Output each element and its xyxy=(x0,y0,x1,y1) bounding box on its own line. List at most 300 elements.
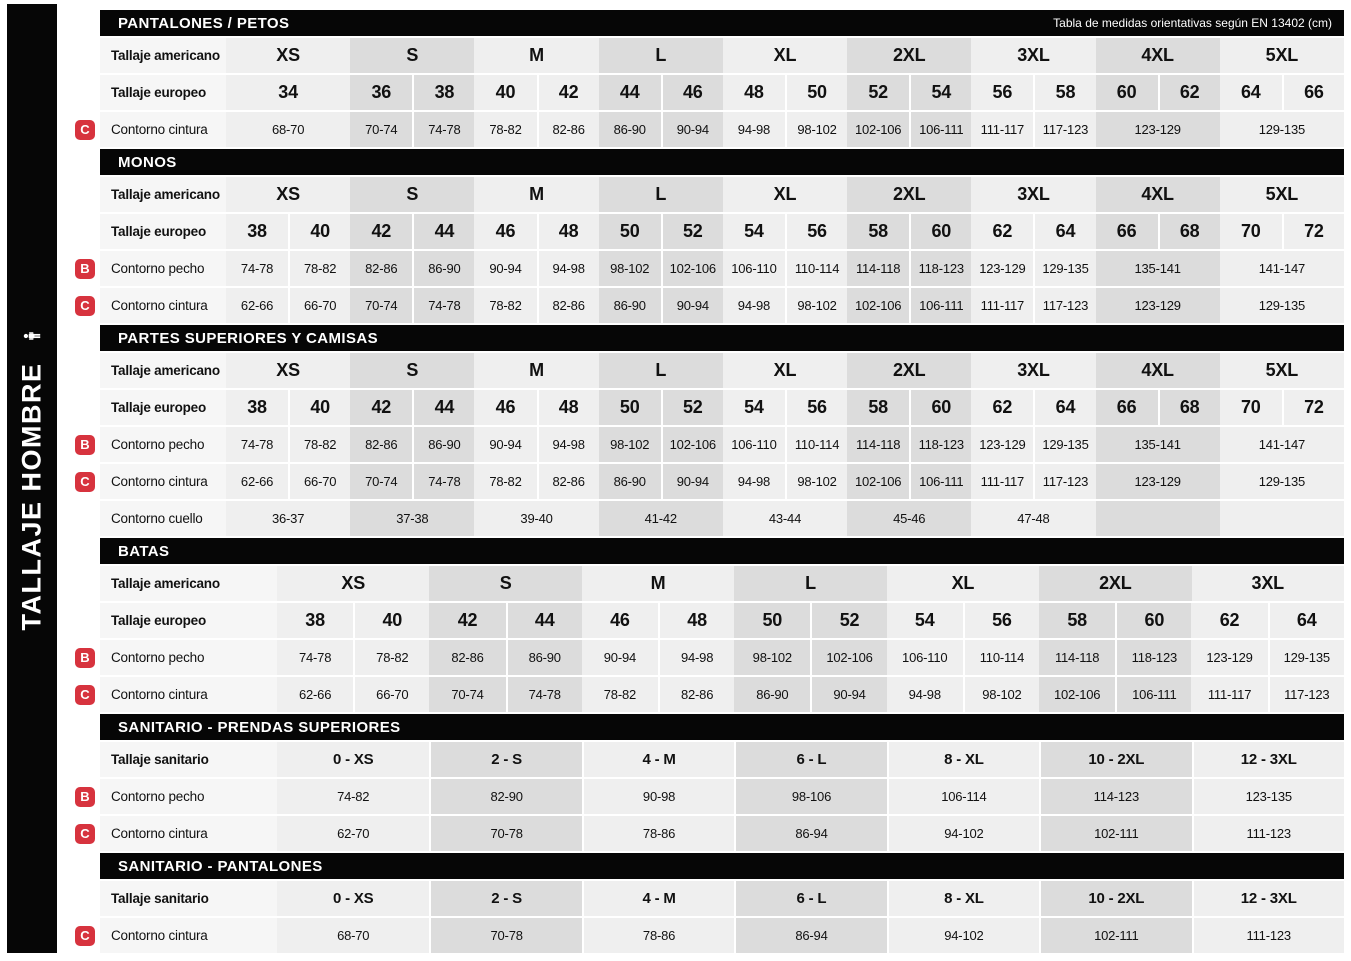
size-cell: 4XL xyxy=(1096,177,1220,212)
value-cell: 102-106 xyxy=(810,640,886,675)
size-cell: 66 xyxy=(1096,214,1158,249)
table-row xyxy=(80,918,1344,953)
size-cell: S xyxy=(350,177,474,212)
value-cell: 62-66 xyxy=(226,464,288,499)
value-cell: 70-74 xyxy=(350,464,412,499)
value-cell: 129-135 xyxy=(1220,112,1344,147)
value-cell: 118-123 xyxy=(1115,640,1191,675)
value-cell: 114-118 xyxy=(1039,640,1115,675)
size-cell: 4XL xyxy=(1096,38,1220,73)
size-cell: 54 xyxy=(909,75,971,110)
section-title: MONOS xyxy=(118,153,177,171)
row-cells xyxy=(226,251,1344,286)
size-cell: 52 xyxy=(847,75,909,110)
size-cell: 50 xyxy=(734,603,810,638)
size-cell: 50 xyxy=(785,75,847,110)
row-label: Tallaje sanitario xyxy=(100,742,277,777)
size-cell: 44 xyxy=(412,214,474,249)
size-cell: 62 xyxy=(971,214,1033,249)
value-cell: 94-98 xyxy=(887,677,963,712)
vertical-title-bar xyxy=(7,4,57,953)
value-cell: 82-86 xyxy=(537,112,599,147)
section-sanitario-prendas-superiores xyxy=(80,714,1344,851)
value-cell: 90-94 xyxy=(474,251,536,286)
table-row xyxy=(100,742,1344,777)
size-cell: 5XL xyxy=(1220,38,1344,73)
value-cell: 111-123 xyxy=(1192,918,1344,953)
row-label: Tallaje sanitario xyxy=(100,881,277,916)
value-cell: 111-117 xyxy=(971,464,1033,499)
size-cell: 56 xyxy=(785,214,847,249)
size-cell: 44 xyxy=(506,603,582,638)
size-cell: M xyxy=(474,177,598,212)
value-cell: 98-102 xyxy=(599,251,661,286)
value-cell: 114-118 xyxy=(847,427,909,462)
value-cell: 123-129 xyxy=(971,251,1033,286)
size-cell: 64 xyxy=(1220,75,1282,110)
row-cells xyxy=(277,677,1344,712)
value-cell: 62-70 xyxy=(277,816,429,851)
size-cell: 52 xyxy=(661,214,723,249)
value-cell: 118-123 xyxy=(909,251,971,286)
value-cell: 98-102 xyxy=(785,288,847,323)
value-cell: 102-106 xyxy=(661,251,723,286)
size-cell: 50 xyxy=(599,390,661,425)
row-cells xyxy=(277,603,1344,638)
size-cell: L xyxy=(599,353,723,388)
row-cells xyxy=(226,75,1344,110)
value-cell: 82-86 xyxy=(658,677,734,712)
size-cell: 10 - 2XL xyxy=(1039,881,1191,916)
value-cell: 123-129 xyxy=(1096,288,1220,323)
row-label: Tallaje americano xyxy=(100,177,226,212)
value-cell: 102-111 xyxy=(1039,918,1191,953)
section-monos xyxy=(80,149,1344,323)
value-cell: 62-66 xyxy=(277,677,353,712)
row-cells xyxy=(226,38,1344,73)
size-cell: XS xyxy=(226,353,350,388)
size-cell: 42 xyxy=(350,390,412,425)
value-cell: 123-129 xyxy=(1096,112,1220,147)
value-cell: 86-90 xyxy=(599,112,661,147)
value-cell: 114-123 xyxy=(1039,779,1191,814)
row-label: Contorno cintura xyxy=(100,816,277,851)
value-cell: 78-86 xyxy=(582,918,734,953)
size-cell: 38 xyxy=(226,214,288,249)
value-cell: 94-98 xyxy=(723,464,785,499)
size-cell: 2XL xyxy=(1039,566,1191,601)
value-cell: 129-135 xyxy=(1033,427,1095,462)
size-cell: 62 xyxy=(971,390,1033,425)
value-cell: 86-90 xyxy=(599,288,661,323)
value-cell: 106-111 xyxy=(909,288,971,323)
size-cell: 0 - XS xyxy=(277,881,429,916)
size-cell: 56 xyxy=(963,603,1039,638)
row-cells xyxy=(277,816,1344,851)
value-cell: 90-94 xyxy=(810,677,886,712)
section-sanitario-pantalones xyxy=(80,853,1344,953)
value-cell: 98-102 xyxy=(963,677,1039,712)
value-cell: 118-123 xyxy=(909,427,971,462)
size-cell: L xyxy=(599,177,723,212)
size-cell: 42 xyxy=(537,75,599,110)
value-cell: 70-78 xyxy=(429,918,581,953)
size-cell: 40 xyxy=(353,603,429,638)
value-cell: 47-48 xyxy=(971,501,1095,536)
value-cell: 98-106 xyxy=(734,779,886,814)
measure-badge-b: B xyxy=(75,787,95,807)
value-cell: 78-86 xyxy=(582,816,734,851)
man-icon xyxy=(24,327,41,344)
size-cell: 64 xyxy=(1268,603,1344,638)
section-header xyxy=(100,853,1344,879)
value-cell: 94-98 xyxy=(723,288,785,323)
value-cell: 82-86 xyxy=(537,288,599,323)
size-cell: 48 xyxy=(658,603,734,638)
value-cell: 106-111 xyxy=(1115,677,1191,712)
table-row xyxy=(100,75,1344,110)
size-cell: XL xyxy=(723,38,847,73)
row-cells xyxy=(277,918,1344,953)
size-cell: S xyxy=(350,353,474,388)
row-cells xyxy=(277,779,1344,814)
size-cell: 46 xyxy=(474,390,536,425)
size-cell: 4 - M xyxy=(582,742,734,777)
value-cell: 111-123 xyxy=(1192,816,1344,851)
size-cell: 34 xyxy=(226,75,350,110)
standards-note: Tabla de medidas orientativas según EN 13402 (cm) xyxy=(1053,16,1332,30)
measure-badge-b: B xyxy=(75,435,95,455)
value-cell: 82-86 xyxy=(350,251,412,286)
value-cell: 106-114 xyxy=(887,779,1039,814)
value-cell: 78-82 xyxy=(288,251,350,286)
value-cell: 123-129 xyxy=(971,427,1033,462)
measure-badge-c: C xyxy=(75,120,95,140)
value-cell: 90-94 xyxy=(661,288,723,323)
size-cell: 38 xyxy=(412,75,474,110)
value-cell: 106-111 xyxy=(909,464,971,499)
size-cell: 58 xyxy=(847,214,909,249)
size-cell: XL xyxy=(887,566,1039,601)
value-cell: 98-102 xyxy=(785,464,847,499)
size-cell: 54 xyxy=(723,214,785,249)
row-label: Tallaje americano xyxy=(100,38,226,73)
value-cell: 94-102 xyxy=(887,816,1039,851)
value-cell: 62-66 xyxy=(226,288,288,323)
row-label: Contorno cintura xyxy=(100,288,226,323)
size-cell: 3XL xyxy=(971,38,1095,73)
row-label: Contorno cintura xyxy=(100,677,277,712)
value-cell: 102-106 xyxy=(847,464,909,499)
empty-cell xyxy=(1220,501,1344,536)
value-cell: 74-78 xyxy=(412,112,474,147)
value-cell: 66-70 xyxy=(288,464,350,499)
value-cell: 90-98 xyxy=(582,779,734,814)
value-cell: 78-82 xyxy=(474,288,536,323)
size-cell: 52 xyxy=(661,390,723,425)
size-cell: 62 xyxy=(1191,603,1267,638)
value-cell: 74-82 xyxy=(277,779,429,814)
size-cell: 56 xyxy=(785,390,847,425)
value-cell: 70-74 xyxy=(429,677,505,712)
value-cell: 111-117 xyxy=(971,288,1033,323)
size-cell: 52 xyxy=(810,603,886,638)
value-cell: 94-98 xyxy=(537,427,599,462)
value-cell: 86-90 xyxy=(412,251,474,286)
value-cell: 66-70 xyxy=(288,288,350,323)
value-cell: 82-86 xyxy=(537,464,599,499)
value-cell: 41-42 xyxy=(599,501,723,536)
size-cell: 60 xyxy=(1115,603,1191,638)
size-cell: 64 xyxy=(1033,214,1095,249)
size-cell: 70 xyxy=(1220,214,1282,249)
value-cell: 117-123 xyxy=(1033,464,1095,499)
section-title: PANTALONES / PETOS xyxy=(118,14,290,32)
size-cell: 2XL xyxy=(847,353,971,388)
value-cell: 90-94 xyxy=(582,640,658,675)
table-row xyxy=(100,501,1344,536)
row-cells xyxy=(277,640,1344,675)
table-row xyxy=(80,251,1344,286)
value-cell: 70-74 xyxy=(350,112,412,147)
size-cell: 58 xyxy=(1033,75,1095,110)
measure-badge-b: B xyxy=(75,648,95,668)
value-cell: 98-102 xyxy=(734,640,810,675)
value-cell: 106-110 xyxy=(723,427,785,462)
value-cell: 117-123 xyxy=(1268,677,1344,712)
value-cell: 123-135 xyxy=(1192,779,1344,814)
value-cell: 43-44 xyxy=(723,501,847,536)
table-row xyxy=(100,353,1344,388)
size-cell: S xyxy=(429,566,581,601)
value-cell: 70-78 xyxy=(429,816,581,851)
value-cell: 82-86 xyxy=(429,640,505,675)
value-cell: 129-135 xyxy=(1033,251,1095,286)
section-partes-superiores-y-camisas xyxy=(80,325,1344,536)
row-label: Tallaje americano xyxy=(100,353,226,388)
value-cell: 106-111 xyxy=(909,112,971,147)
size-cell: 66 xyxy=(1096,390,1158,425)
value-cell: 135-141 xyxy=(1096,251,1220,286)
size-cell: 48 xyxy=(537,214,599,249)
size-cell: 10 - 2XL xyxy=(1039,742,1191,777)
section-header xyxy=(100,325,1344,351)
size-cell: M xyxy=(474,353,598,388)
size-cell: 3XL xyxy=(971,353,1095,388)
size-cell: 12 - 3XL xyxy=(1192,742,1344,777)
size-cell: 40 xyxy=(474,75,536,110)
row-label: Tallaje europeo xyxy=(100,603,277,638)
size-cell: 38 xyxy=(226,390,288,425)
table-row xyxy=(80,464,1344,499)
size-cell: 58 xyxy=(847,390,909,425)
row-cells xyxy=(226,353,1344,388)
table-row xyxy=(100,177,1344,212)
table-row xyxy=(80,779,1344,814)
value-cell: 74-78 xyxy=(226,251,288,286)
row-cells xyxy=(226,177,1344,212)
size-cell: 2XL xyxy=(847,38,971,73)
value-cell: 78-82 xyxy=(353,640,429,675)
table-row xyxy=(80,677,1344,712)
size-cell: 6 - L xyxy=(734,742,886,777)
value-cell: 106-110 xyxy=(887,640,963,675)
size-tables xyxy=(80,10,1344,955)
row-label: Tallaje americano xyxy=(100,566,277,601)
value-cell: 123-129 xyxy=(1191,640,1267,675)
row-cells xyxy=(277,566,1344,601)
value-cell: 129-135 xyxy=(1268,640,1344,675)
value-cell: 68-70 xyxy=(277,918,429,953)
row-label: Contorno pecho xyxy=(100,251,226,286)
value-cell: 111-117 xyxy=(971,112,1033,147)
value-cell: 74-78 xyxy=(226,427,288,462)
row-label: Contorno pecho xyxy=(100,427,226,462)
value-cell: 117-123 xyxy=(1033,288,1095,323)
size-cell: 2XL xyxy=(847,177,971,212)
empty-cell xyxy=(1096,501,1220,536)
table-row xyxy=(100,390,1344,425)
row-label: Tallaje europeo xyxy=(100,214,226,249)
size-cell: 42 xyxy=(429,603,505,638)
value-cell: 94-98 xyxy=(537,251,599,286)
size-cell: 40 xyxy=(288,214,350,249)
value-cell: 90-94 xyxy=(474,427,536,462)
value-cell: 78-82 xyxy=(288,427,350,462)
size-cell: 46 xyxy=(474,214,536,249)
value-cell: 102-106 xyxy=(847,112,909,147)
value-cell: 129-135 xyxy=(1220,288,1344,323)
size-cell: 46 xyxy=(582,603,658,638)
size-cell: 50 xyxy=(599,214,661,249)
size-cell: 12 - 3XL xyxy=(1192,881,1344,916)
size-cell: 48 xyxy=(537,390,599,425)
size-cell: 2 - S xyxy=(429,881,581,916)
value-cell: 39-40 xyxy=(474,501,598,536)
size-cell: XS xyxy=(277,566,429,601)
measure-badge-b: B xyxy=(75,259,95,279)
row-cells xyxy=(226,464,1344,499)
table-row xyxy=(80,112,1344,147)
value-cell: 86-94 xyxy=(734,918,886,953)
value-cell: 70-74 xyxy=(350,288,412,323)
table-row xyxy=(100,214,1344,249)
value-cell: 102-106 xyxy=(661,427,723,462)
row-label: Tallaje europeo xyxy=(100,390,226,425)
value-cell: 78-82 xyxy=(474,464,536,499)
value-cell: 129-135 xyxy=(1220,464,1344,499)
value-cell: 74-78 xyxy=(506,677,582,712)
value-cell: 78-82 xyxy=(582,677,658,712)
measure-badge-c: C xyxy=(75,824,95,844)
size-cell: 44 xyxy=(412,390,474,425)
value-cell: 45-46 xyxy=(847,501,971,536)
row-label: Contorno cintura xyxy=(100,464,226,499)
table-row xyxy=(80,816,1344,851)
row-cells xyxy=(226,112,1344,147)
size-cell: 46 xyxy=(661,75,723,110)
value-cell: 68-70 xyxy=(226,112,350,147)
size-cell: M xyxy=(582,566,734,601)
size-cell: 40 xyxy=(288,390,350,425)
value-cell: 86-90 xyxy=(734,677,810,712)
size-cell: 4 - M xyxy=(582,881,734,916)
size-cell: XL xyxy=(723,177,847,212)
value-cell: 86-90 xyxy=(506,640,582,675)
value-cell: 74-78 xyxy=(412,464,474,499)
size-cell: 6 - L xyxy=(734,881,886,916)
size-cell: 70 xyxy=(1220,390,1282,425)
section-title: SANITARIO - PRENDAS SUPERIORES xyxy=(118,718,401,736)
row-label: Contorno pecho xyxy=(100,640,277,675)
section-pantalones-petos xyxy=(80,10,1344,147)
value-cell: 86-90 xyxy=(412,427,474,462)
size-cell: 60 xyxy=(909,390,971,425)
size-cell: XL xyxy=(723,353,847,388)
table-row xyxy=(100,881,1344,916)
value-cell: 86-94 xyxy=(734,816,886,851)
measure-badge-c: C xyxy=(75,472,95,492)
size-cell: 56 xyxy=(971,75,1033,110)
value-cell: 90-94 xyxy=(661,112,723,147)
row-cells xyxy=(226,427,1344,462)
size-cell: 3XL xyxy=(1192,566,1344,601)
size-cell: 48 xyxy=(723,75,785,110)
size-cell: M xyxy=(474,38,598,73)
value-cell: 123-129 xyxy=(1096,464,1220,499)
value-cell: 74-78 xyxy=(277,640,353,675)
row-cells xyxy=(226,501,1344,536)
table-row xyxy=(80,288,1344,323)
table-row xyxy=(100,603,1344,638)
row-label: Contorno cuello xyxy=(100,501,226,536)
value-cell: 102-106 xyxy=(1039,677,1115,712)
measure-badge-c: C xyxy=(75,926,95,946)
row-cells xyxy=(277,881,1344,916)
section-header xyxy=(100,149,1344,175)
value-cell: 117-123 xyxy=(1033,112,1095,147)
size-cell: 58 xyxy=(1039,603,1115,638)
size-cell: 5XL xyxy=(1220,353,1344,388)
measure-badge-c: C xyxy=(75,296,95,316)
size-cell: S xyxy=(350,38,474,73)
value-cell: 78-82 xyxy=(474,112,536,147)
size-cell: 60 xyxy=(1096,75,1158,110)
size-cell: XS xyxy=(226,38,350,73)
table-row xyxy=(80,640,1344,675)
size-cell: 3XL xyxy=(971,177,1095,212)
value-cell: 66-70 xyxy=(353,677,429,712)
size-cell: 8 - XL xyxy=(887,881,1039,916)
size-cell: 72 xyxy=(1282,214,1344,249)
value-cell: 82-90 xyxy=(429,779,581,814)
value-cell: 111-117 xyxy=(1191,677,1267,712)
value-cell: 110-114 xyxy=(785,427,847,462)
size-cell: 2 - S xyxy=(429,742,581,777)
table-row xyxy=(80,427,1344,462)
value-cell: 110-114 xyxy=(785,251,847,286)
size-cell: 44 xyxy=(599,75,661,110)
size-cell: 0 - XS xyxy=(277,742,429,777)
value-cell: 102-106 xyxy=(847,288,909,323)
value-cell: 94-102 xyxy=(887,918,1039,953)
value-cell: 141-147 xyxy=(1220,427,1344,462)
size-cell: 60 xyxy=(909,214,971,249)
section-header xyxy=(100,538,1344,564)
size-cell: 72 xyxy=(1282,390,1344,425)
size-cell: 38 xyxy=(277,603,353,638)
size-cell: XS xyxy=(226,177,350,212)
